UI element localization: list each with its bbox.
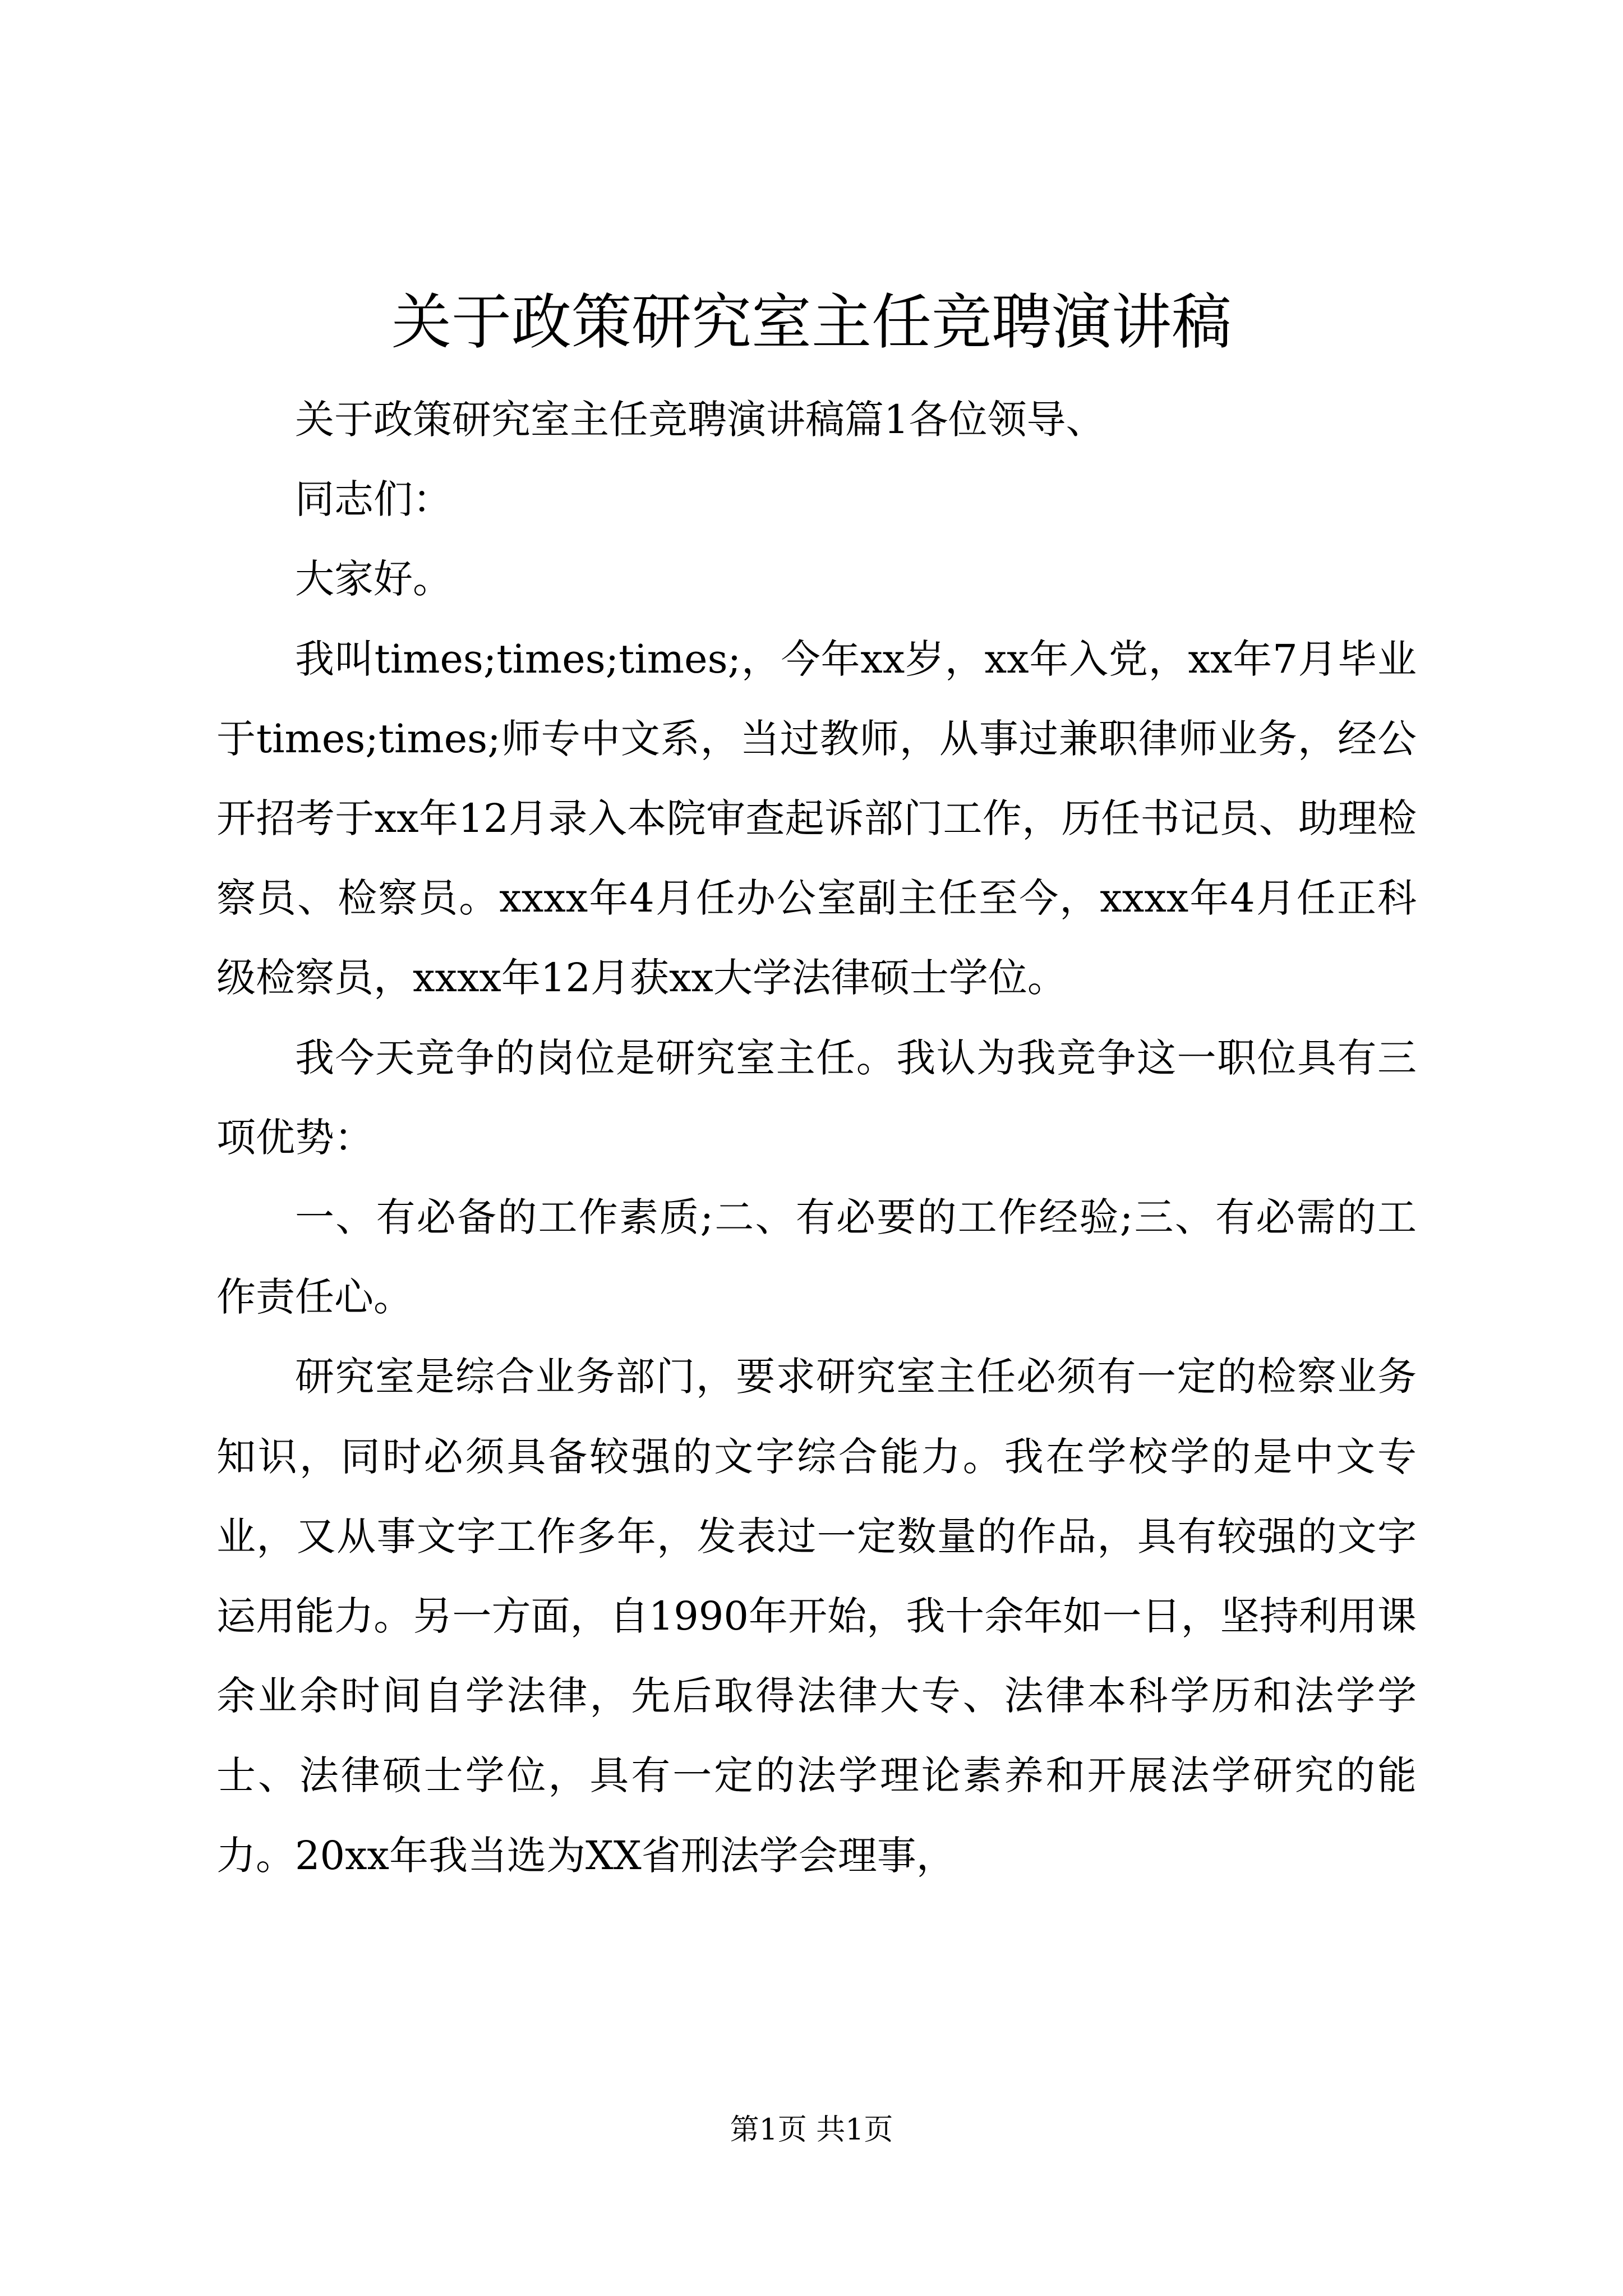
paragraph: 同志们： [295, 476, 452, 523]
paragraph: 我叫times;times;times;，今年xx岁，xx年入党，xx年7月毕业于times;times;师专中文系，当过教师，从事过兼职律师业务，经公开招考于xx年12月录入本院审查起诉部门工作，历任书记员、助理检察员、检察员。xxxx年4月任办公室副主任至今，xxxx年4月任正科级检察员，xxxx年12月获xx大学法律硕士学位。 [216, 636, 1417, 1001]
paragraph: 研究室是综合业务部门，要求研究室主任必须有一定的检察业务知识，同时必须具备较强的文字综合能力。我在学校学的是中文专业，又从事文字工作多年，发表过一定数量的作品，具有较强的文字运用能力。另一方面，自1990年开始，我十余年如一日，坚持利用课余业余时间自学法律，先后取得法律大专、法律本科学历和法学学士、法律硕士学位，具有一定的法学理论素养和开展法学研究的能力。20xx年我当选为XX省刑法学会理事， [216, 1354, 1417, 1879]
paragraph: 一、有必备的工作素质;二、有必要的工作经验;三、有必需的工作责任心。 [216, 1194, 1417, 1320]
page-title: 关于政策研究室主任竞聘演讲稿 [391, 288, 1232, 357]
paragraph: 我今天竞争的岗位是研究室主任。我认为我竞争这一职位具有三项优势： [216, 1034, 1417, 1161]
paragraph: 大家好。 [295, 556, 452, 602]
document-body [216, 380, 1417, 1895]
paragraph: 关于政策研究室主任竞聘演讲稿篇1各位领导、 [295, 397, 1105, 443]
page-number-footer: 第1页 共1页 [730, 2113, 893, 2147]
